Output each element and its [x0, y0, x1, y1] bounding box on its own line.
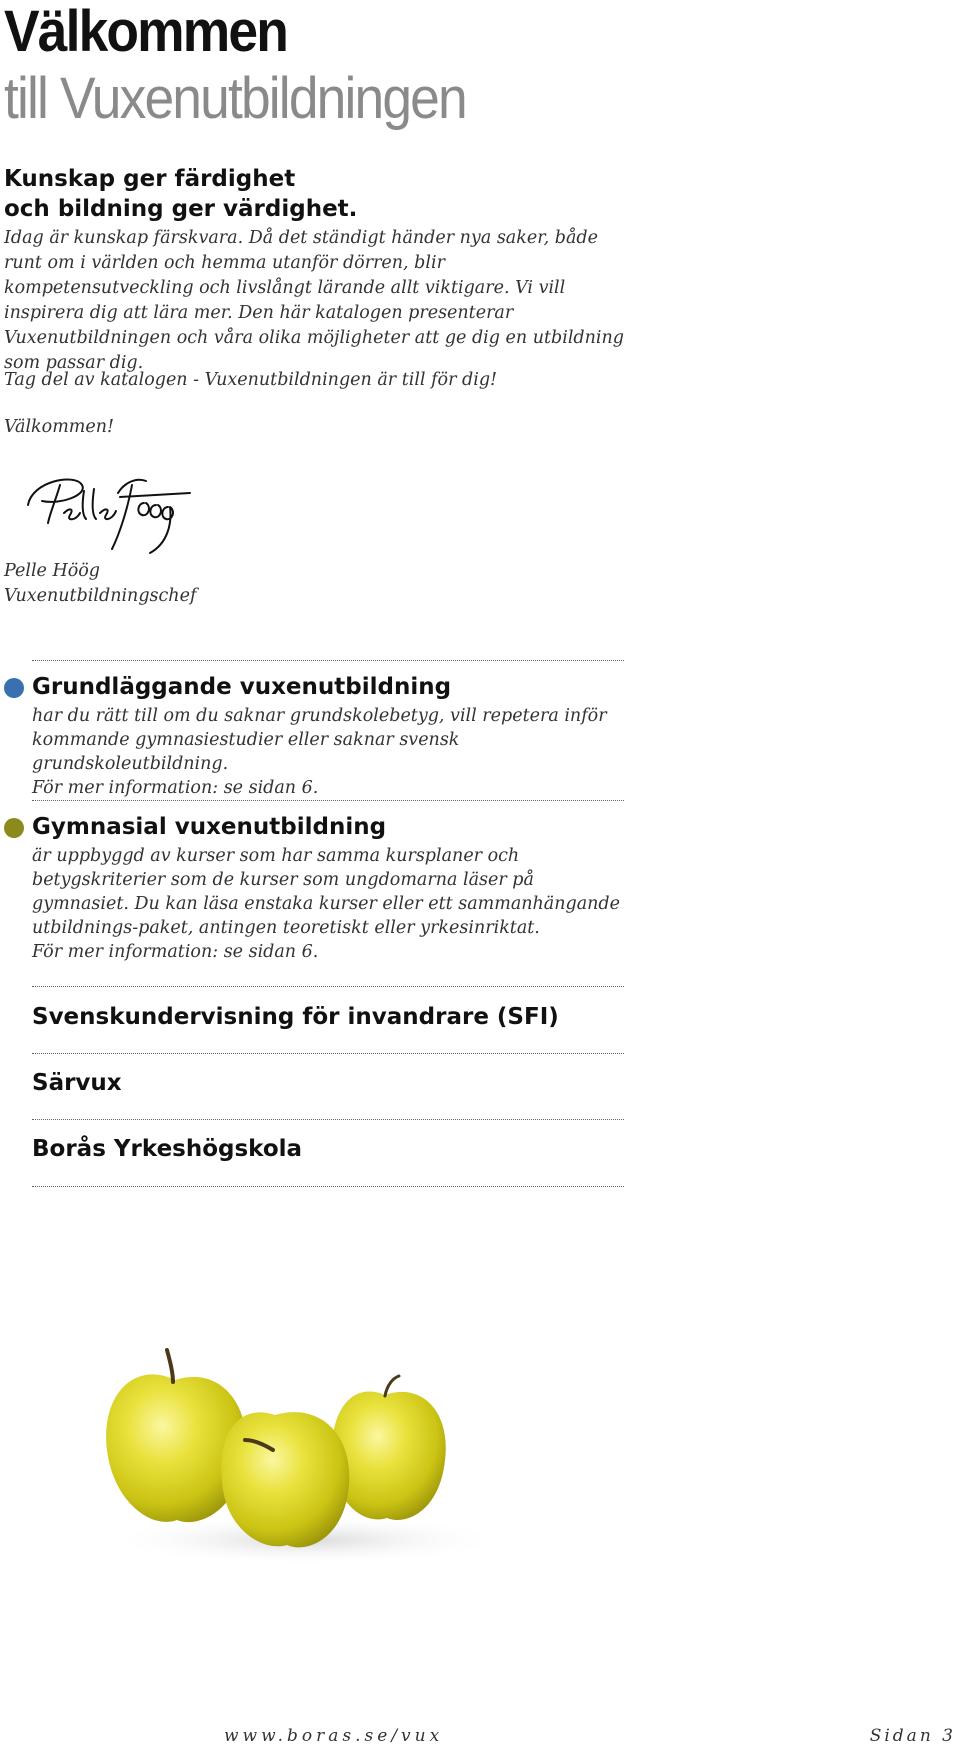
intro-lead	[4, 164, 357, 224]
section-dot-olive	[4, 818, 24, 838]
signature-block	[4, 559, 634, 609]
page-title: Välkommen	[4, 0, 287, 64]
section-text: är uppbyggd av kurser som har samma kursplaner och betygskriterier som de kurser som ungdomarna läser på gymnasiet. Du kan läsa enstaka kurser eller ett sammanhängande utbildnings-paket, antingen teoretiskt eller yrkesinriktat.	[32, 846, 620, 938]
divider	[32, 1053, 624, 1054]
section-title-yrkeshogskola: Borås Yrkeshögskola	[32, 1136, 303, 1162]
page-subtitle: till Vuxenutbildningen	[4, 66, 466, 131]
section-dot-blue	[4, 678, 24, 698]
section-text: har du rätt till om du saknar grundskolebetyg, vill repetera inför kommande gymnasiestudier eller saknar svensk grundskoleutbildning.	[32, 706, 607, 774]
footer-url[interactable]: www.boras.se/vux	[224, 1726, 444, 1746]
intro-lead-line2: och bildning ger värdighet.	[4, 196, 358, 222]
section-title-sfi: Svenskundervisning för invandrare (SFI)	[32, 1004, 559, 1030]
intro-lead-line1: Kunskap ger färdighet	[4, 166, 296, 192]
intro-welcome: Välkommen!	[4, 417, 115, 437]
apple-right	[332, 1376, 446, 1520]
handwritten-signature	[20, 463, 200, 573]
apple-center	[221, 1412, 349, 1547]
divider	[32, 800, 624, 801]
section-body-grundlaggande	[32, 704, 632, 800]
section-title-gymnasial: Gymnasial vuxenutbildning	[32, 814, 387, 840]
intro-paragraph: Idag är kunskap färskvara. Då det ständigt händer nya saker, både runt om i världen och hemma utanför dörren, blir kompetensutveckling och livslångt lärande allt viktigare. Vi vill inspirera dig att lära mer. Den här katalogen presenterar Vuxenutbildningen och våra olika möjligheter att ge dig en utbildning som passar dig.	[4, 228, 624, 373]
divider	[32, 660, 624, 661]
divider	[32, 1186, 624, 1187]
section-body-gymnasial	[32, 844, 632, 964]
section-more-info: För mer information: se sidan 6.	[32, 778, 319, 798]
section-more-info: För mer information: se sidan 6.	[32, 942, 319, 962]
apples-image	[95, 1340, 515, 1580]
signer-role: Vuxenutbildningschef	[4, 586, 197, 606]
section-title-sarvux: Särvux	[32, 1070, 122, 1096]
signer-name: Pelle Höög	[4, 561, 100, 581]
intro-call-to-action: Tag del av katalogen - Vuxenutbildningen är till för dig!	[4, 370, 498, 390]
section-title-grundlaggande: Grundläggande vuxenutbildning	[32, 674, 452, 700]
page-number: Sidan 3	[869, 1726, 956, 1746]
divider	[32, 986, 624, 987]
divider	[32, 1119, 624, 1120]
